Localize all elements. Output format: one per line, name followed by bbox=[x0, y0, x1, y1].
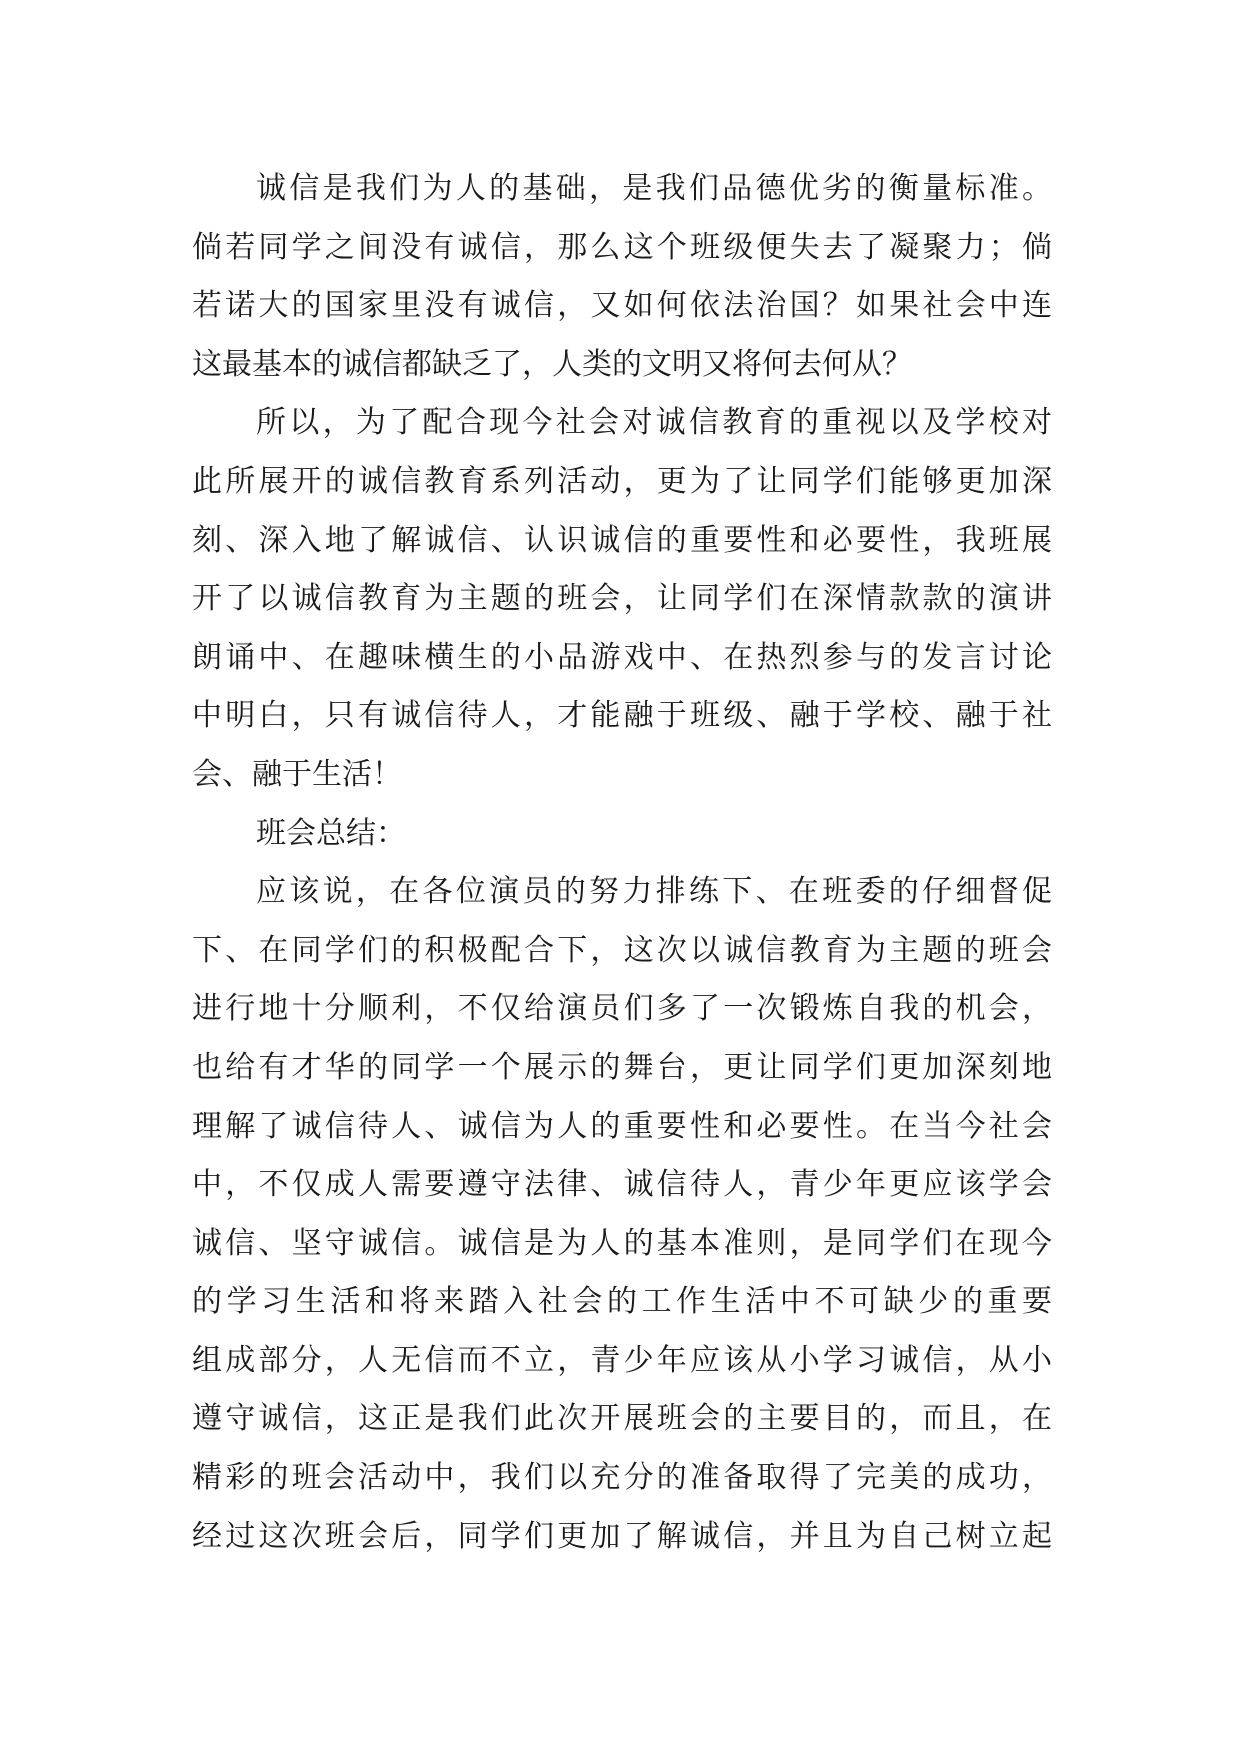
text-line: 组成部分，人无信而不立，青少年应该从小学习诚信，从小 bbox=[192, 1342, 1052, 1378]
text-line: 应该说，在各位演员的努力排练下、在班委的仔细督促 bbox=[256, 874, 1052, 910]
text-line: 的学习生活和将来踏入社会的工作生活中不可缺少的重要 bbox=[192, 1284, 1052, 1320]
text-line: 理解了诚信待人、诚信为人的重要性和必要性。在当今社会 bbox=[192, 1108, 1052, 1144]
text-line: 这最基本的诚信都缺乏了，人类的文明又将何去何从？ bbox=[192, 346, 912, 382]
text-line: 诚信是我们为人的基础，是我们品德优劣的衡量标准。 bbox=[256, 171, 1052, 206]
text-line: 中明白，只有诚信待人，才能融于班级、融于学校、融于社 bbox=[192, 698, 1052, 734]
text-line: 进行地十分顺利，不仅给演员们多了一次锻炼自我的机会， bbox=[192, 991, 1052, 1027]
text-line: 若诺大的国家里没有诚信，又如何依法治国？如果社会中连 bbox=[192, 288, 1052, 324]
text-line: 刻、深入地了解诚信、认识诚信的重要性和必要性，我班展 bbox=[192, 522, 1052, 558]
text-line: 也给有才华的同学一个展示的舞台，更让同学们更加深刻地 bbox=[192, 1049, 1052, 1085]
text-line: 经过这次班会后，同学们更加了解诚信，并且为自己树立起 bbox=[192, 1518, 1052, 1554]
text-line: 会、融于生活！ bbox=[192, 756, 402, 792]
text-line: 所以，为了配合现今社会对诚信教育的重视以及学校对 bbox=[256, 405, 1052, 441]
text-line: 下、在同学们的积极配合下，这次以诚信教育为主题的班会 bbox=[192, 932, 1052, 968]
text-line: 开了以诚信教育为主题的班会，让同学们在深情款款的演讲 bbox=[192, 581, 1052, 617]
body-text bbox=[192, 160, 1052, 1566]
section-heading: 班会总结： bbox=[256, 815, 406, 851]
text-line: 精彩的班会活动中，我们以充分的准备取得了完美的成功， bbox=[192, 1460, 1052, 1496]
text-line: 诚信、坚守诚信。诚信是为人的基本准则，是同学们在现今 bbox=[192, 1225, 1052, 1261]
text-line: 此所展开的诚信教育系列活动，更为了让同学们能够更加深 bbox=[192, 463, 1052, 499]
text-line: 遵守诚信，这正是我们此次开展班会的主要目的，而且，在 bbox=[192, 1401, 1052, 1437]
text-line: 倘若同学之间没有诚信，那么这个班级便失去了凝聚力；倘 bbox=[192, 229, 1052, 265]
text-line: 中，不仅成人需要遵守法律、诚信待人，青少年更应该学会 bbox=[192, 1167, 1052, 1203]
text-line: 朗诵中、在趣味横生的小品游戏中、在热烈参与的发言讨论 bbox=[192, 639, 1052, 675]
